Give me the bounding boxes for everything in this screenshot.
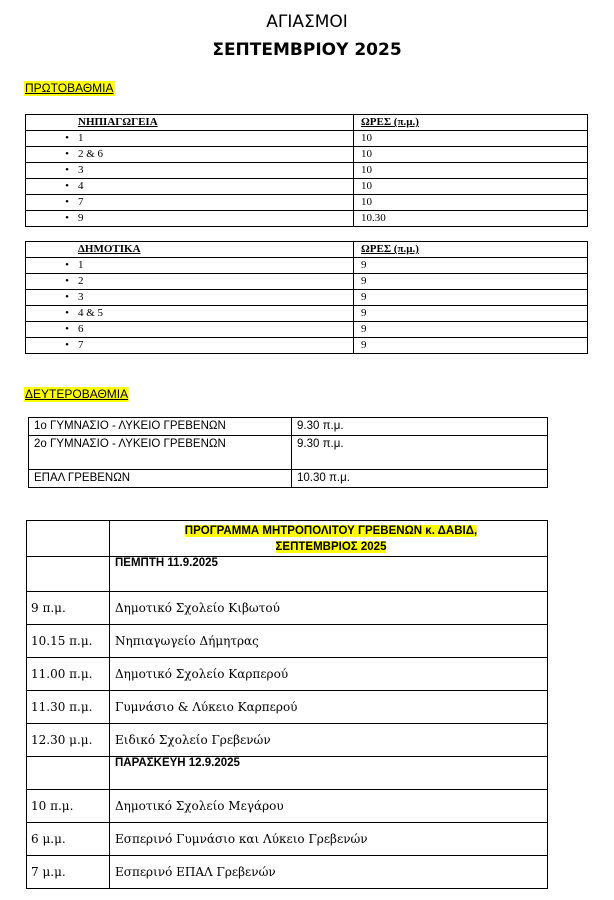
table-row	[29, 436, 548, 470]
row-label: 7	[78, 196, 84, 208]
bullet-icon: •	[65, 339, 69, 351]
event-place: Εσπερινό Γυμνάσιο και Λύκειο Γρεβενών	[110, 823, 548, 856]
school-name: 2ο ΓΥΜΝΑΣΙΟ - ΛΥΚΕΙΟ ΓΡΕΒΕΝΩΝ	[29, 436, 292, 470]
row-label: 1	[78, 132, 84, 144]
table-row	[26, 258, 588, 274]
table-row	[27, 658, 548, 691]
table-row	[29, 470, 548, 488]
table-header-row	[26, 242, 588, 258]
table-row	[27, 823, 548, 856]
event-place: Δημοτικό Σχολείο Κιβωτού	[110, 592, 548, 625]
event-time: 7 μ.μ.	[27, 856, 110, 889]
event-place: Γυμνάσιο & Λύκειο Καρπερού	[110, 691, 548, 724]
row-label: 1	[78, 259, 84, 271]
table-row	[27, 724, 548, 757]
program-title	[110, 521, 548, 557]
program-table	[26, 520, 548, 889]
row-label: 2 & 6	[78, 148, 104, 160]
row-hours: 10.30	[354, 211, 588, 227]
row-hours: 10	[354, 147, 588, 163]
day-row	[27, 757, 548, 790]
table-row	[26, 211, 588, 227]
table-row	[26, 290, 588, 306]
table-row	[29, 418, 548, 436]
row-hours: 9	[354, 274, 588, 290]
row-label: 3	[78, 291, 84, 303]
program-title-line2: ΣΕΠΤΕΜΒΡΙΟΣ 2025	[275, 541, 387, 553]
table-row	[26, 131, 588, 147]
bullet-icon: •	[65, 275, 69, 287]
program-title-line1: ΠΡΟΓΡΑΜΜΑ ΜΗΤΡΟΠΟΛΙΤΟΥ ΓΡΕΒΕΝΩΝ κ. ΔΑΒΙΔ,	[184, 525, 478, 537]
row-label: 7	[78, 339, 84, 351]
row-hours: 9	[354, 290, 588, 306]
secondary-heading: ΔΕΥΤΕΡΟΒΑΘΜΙΑ	[25, 387, 129, 401]
event-time: 11.30 π.μ.	[27, 691, 110, 724]
bullet-icon: •	[65, 180, 69, 192]
table-row	[27, 790, 548, 823]
school-name: ΕΠΑΛ ΓΡΕΒΕΝΩΝ	[29, 470, 292, 488]
table-row	[27, 856, 548, 889]
event-place: Ειδικό Σχολείο Γρεβενών	[110, 724, 548, 757]
school-time: 9.30 π.μ.	[292, 418, 548, 436]
bullet-icon: •	[65, 132, 69, 144]
row-label: 4	[78, 180, 84, 192]
event-time: 6 μ.μ.	[27, 823, 110, 856]
kindergarten-header-label: ΝΗΠΙΑΓΩΓΕΙΑ	[26, 115, 354, 131]
table-header-row	[26, 115, 588, 131]
table-row	[27, 625, 548, 658]
event-place: Δημοτικό Σχολείο Μεγάρου	[110, 790, 548, 823]
table-row	[26, 147, 588, 163]
primary-heading: ΠΡΩΤΟΒΑΘΜΙΑ	[25, 81, 114, 95]
event-place: Νηπιαγωγείο Δήμητρας	[110, 625, 548, 658]
bullet-icon: •	[65, 164, 69, 176]
page-title: ΑΓΙΑΣΜΟΙ	[266, 12, 348, 32]
school-name: 1ο ΓΥΜΝΑΣΙΟ - ΛΥΚΕΙΟ ΓΡΕΒΕΝΩΝ	[29, 418, 292, 436]
table-row	[27, 691, 548, 724]
table-row	[26, 274, 588, 290]
event-time: 10 π.μ.	[27, 790, 110, 823]
bullet-icon: •	[65, 259, 69, 271]
elementary-table	[25, 241, 588, 354]
bullet-icon: •	[65, 148, 69, 160]
elementary-header-label: ΔΗΜΟΤΙΚΑ	[26, 242, 354, 258]
row-label: 2	[78, 275, 84, 287]
kindergarten-header-hours: ΩΡΕΣ (π.μ.)	[354, 115, 588, 131]
program-title-row	[27, 521, 548, 557]
day-label: ΠΑΡΑΣΚΕΥΗ 12.9.2025	[110, 757, 548, 790]
table-row	[26, 322, 588, 338]
row-hours: 10	[354, 163, 588, 179]
bullet-icon: •	[65, 323, 69, 335]
bullet-icon: •	[65, 291, 69, 303]
school-time: 10.30 π.μ.	[292, 470, 548, 488]
bullet-icon: •	[65, 196, 69, 208]
bullet-icon: •	[65, 307, 69, 319]
row-hours: 10	[354, 131, 588, 147]
kindergarten-table	[25, 114, 588, 227]
table-row	[26, 195, 588, 211]
row-hours: 9	[354, 306, 588, 322]
event-time: 12.30 μ.μ.	[27, 724, 110, 757]
event-time: 10.15 π.μ.	[27, 625, 110, 658]
school-time: 9.30 π.μ.	[292, 436, 548, 470]
row-label: 6	[78, 323, 84, 335]
row-hours: 10	[354, 195, 588, 211]
event-time: 11.00 π.μ.	[27, 658, 110, 691]
row-label: 3	[78, 164, 84, 176]
row-hours: 9	[354, 258, 588, 274]
event-place: Εσπερινό ΕΠΑΛ Γρεβενών	[110, 856, 548, 889]
elementary-header-hours: ΩΡΕΣ (π.μ.)	[354, 242, 588, 258]
day-row	[27, 557, 548, 592]
row-hours: 9	[354, 322, 588, 338]
day-label: ΠΕΜΠΤΗ 11.9.2025	[110, 557, 548, 592]
table-row	[26, 338, 588, 354]
event-place: Δημοτικό Σχολείο Καρπερού	[110, 658, 548, 691]
bullet-icon: •	[65, 212, 69, 224]
row-hours: 10	[354, 179, 588, 195]
secondary-table	[28, 417, 548, 488]
table-row	[26, 306, 588, 322]
row-hours: 9	[354, 338, 588, 354]
event-time: 9 π.μ.	[27, 592, 110, 625]
table-row	[26, 163, 588, 179]
row-label: 4 & 5	[78, 307, 104, 319]
page-subtitle: ΣΕΠΤΕΜΒΡΙΟΥ 2025	[212, 40, 402, 60]
table-row	[27, 592, 548, 625]
row-label: 9	[78, 212, 84, 224]
table-row	[26, 179, 588, 195]
